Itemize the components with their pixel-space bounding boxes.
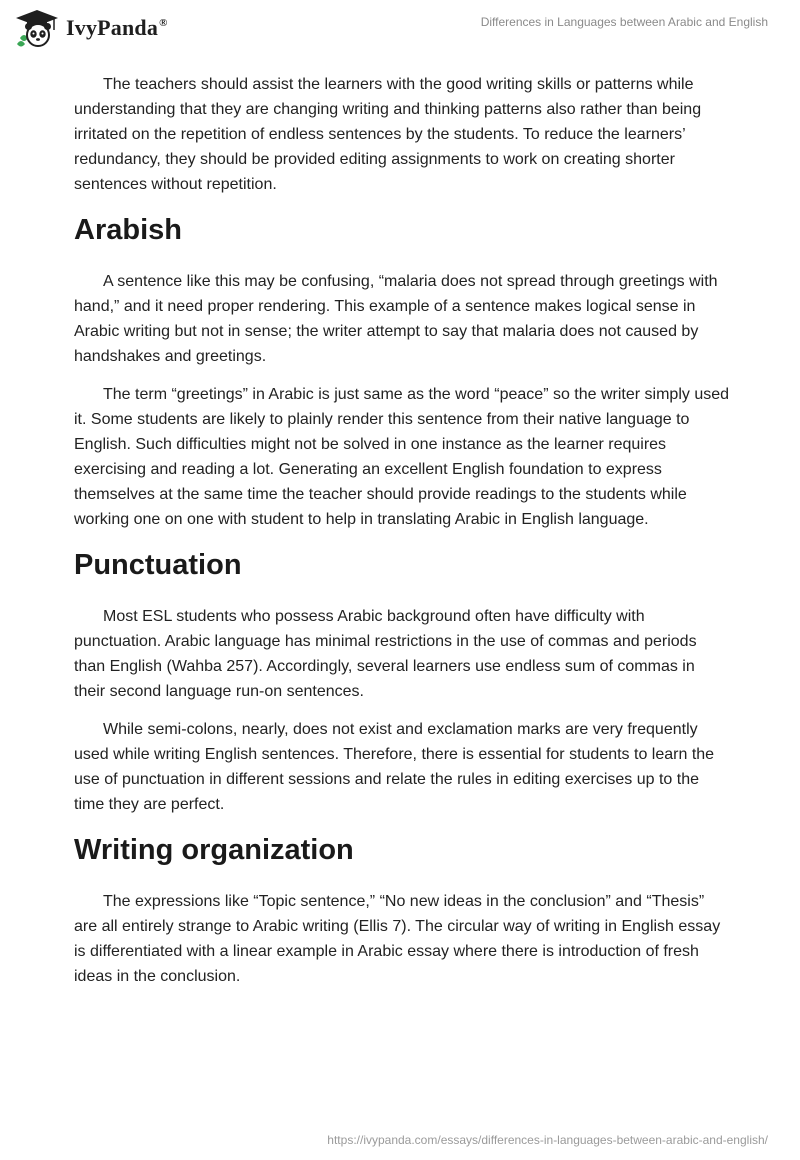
section-heading-punctuation: Punctuation xyxy=(74,549,242,581)
footer-url[interactable]: https://ivypanda.com/essays/differences-in-languages-between-arabic-and-english/ xyxy=(327,1133,768,1147)
paragraph: The term “greetings” in Arabic is just same as the word “peace” so the writer simply used it. Some students are likely to plainly render this sentence from their native language to English. Such difficulties might not be solved in one instance as the learner requires exercising and reading a lot. Generating an excellent English foundation to express themselves at the same time the teacher should provide readings to the students while working one on one with student to help in translating Arabic in English language. xyxy=(74,386,730,528)
paragraph: While semi-colons, nearly, does not exist and exclamation marks are very frequently used while writing English sentences. Therefore, there is essential for students to learn the use of punctuation in different sessions and relate the rules in editing exercises up to the time they are perfect. xyxy=(74,721,715,813)
intro-paragraph: The teachers should assist the learners with the good writing skills or patterns while understanding that they are changing writing and thinking patterns also rather than being irritated on the repetition of endless sentences by the students. To reduce the learners’ redundancy, they should be provided editing assignments to work on creating shorter sentences without repetition. xyxy=(74,76,702,193)
logo-text: IvyPanda® xyxy=(66,15,168,40)
panda-graduation-icon xyxy=(14,8,60,48)
page-header xyxy=(0,0,800,60)
document-title: Differences in Languages between Arabic and English xyxy=(480,15,768,29)
paragraph: Most ESL students who possess Arabic background often have difficulty with punctuation. Arabic language has minimal restrictions in the use of commas and periods than English (Wahba 257). Accordingly, several learners use endless sum of commas in their second language run-on sentences. xyxy=(74,608,697,700)
paragraph: The expressions like “Topic sentence,” “No new ideas in the conclusion” and “Thesis” are all entirely strange to Arabic writing (Ellis 7). The circular way of writing in English essay is differentiated with a linear example in Arabic essay where there is introduction of fresh ideas in the conclusion. xyxy=(74,893,721,985)
section-heading-writing-organization: Writing organization xyxy=(74,834,354,866)
section-heading-arabish: Arabish xyxy=(74,214,182,246)
essay-content xyxy=(74,72,730,1002)
ivypanda-logo[interactable] xyxy=(14,8,168,48)
paragraph: A sentence like this may be confusing, “malaria does not spread through greetings with hand,” and it need proper rendering. This example of a sentence makes logical sense in Arabic writing but not in sense; the writer attempt to say that malaria does not caused by handshakes and greetings. xyxy=(74,273,718,365)
